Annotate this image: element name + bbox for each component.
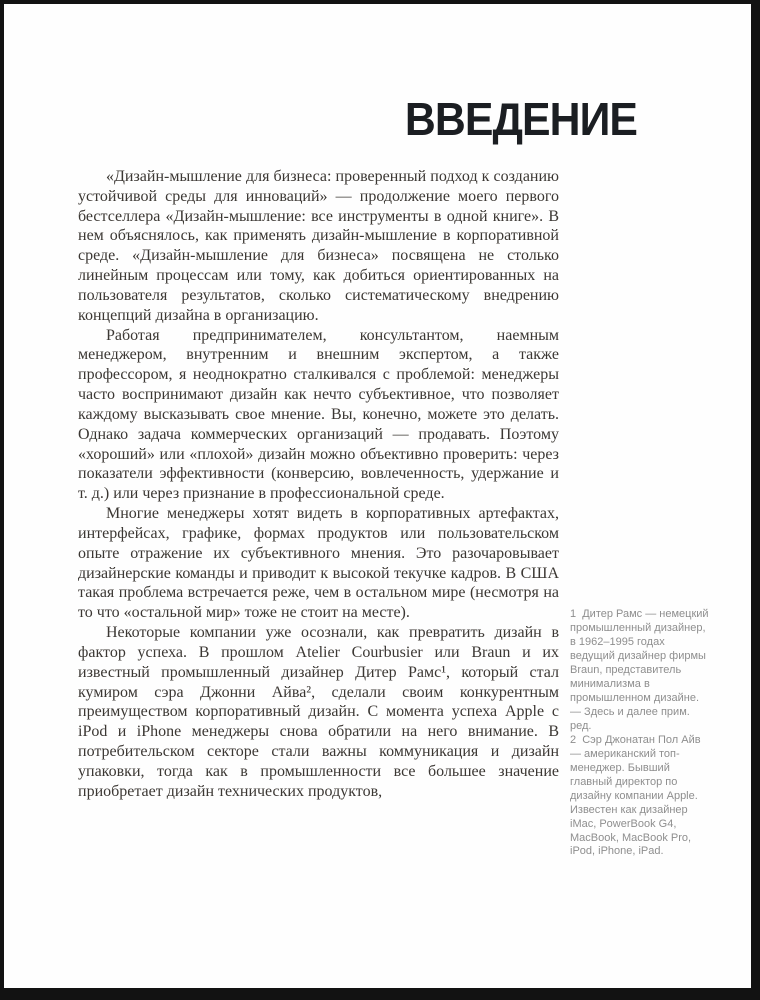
body-text-column	[78, 167, 559, 802]
body-paragraph-1: «Дизайн-мышление для бизнеса: проверенный подход к созданию устойчивой среды для инноваций» — продолжение моего первого бестселлера «Дизайн-мышление: все инструменты в одной книге». В нем объяснялось, как применять дизайн-мышление в корпоративной среде. «Дизайн-мышление для бизнеса» посвящена не столько линейным процессам или тому, как добиться ориентированных на пользователя результатов, сколько систематическому внедрению концепций дизайна в организацию.	[78, 168, 559, 324]
chapter-title: ВВЕДЕНИЕ	[404, 93, 637, 145]
body-paragraph-3: Многие менеджеры хотят видеть в корпоративных артефактах, интерфейсах, графике, формах продуктов или пользовательском опыте отражение их субъективного мнения. Это разочаровывает дизайнерские команды и приводит к высокой текучке кадров. В США такая проблема встречается реже, чем в остальном мире (несмотря на то что «остальной мир» тоже не стоит на месте).	[78, 505, 559, 622]
book-page	[4, 4, 751, 988]
footnote-2: 2 Сэр Джонатан Пол Айв — американский топ-менеджер. Бывший главный директор по дизайну компании Apple. Известен как дизайнер iMac, PowerBook G4, MacBook, MacBook Pro, iPod, iPhone, iPad.	[570, 733, 701, 858]
body-paragraph-2: Работая предпринимателем, консультантом, наемным менеджером, внутренним и внешним экспертом, а также профессором, я неоднократно сталкивался с проблемой: менеджеры часто воспринимают дизайн как нечто субъективное, что позволяет каждому высказывать свое мнение. Вы, конечно, можете это делать. Однако задача коммерческих организаций — продавать. Поэтому «хороший» или «плохой» дизайн можно объективно проверить: через показатели эффективности (конверсию, вовлеченность, удержание и т. д.) или через признание в профессиональной среде.	[78, 326, 559, 503]
body-paragraph-4: Некоторые компании уже осознали, как превратить дизайн в фактор успеха. В прошлом Atelier Courbusier или Braun и их известный промышленный дизайнер Дитер Рамс¹, который стал кумиром сэра Джонни Айва², сделали своим конкурентным преимуществом корпоративный дизайн. С момента успеха Apple с iPod и iPhone менеджеры снова обратили на него внимание. В потребительском секторе стали важны коммуникация и дизайн упаковки, тогда как в промышленности все большее значение приобретает дизайн технических продуктов,	[78, 624, 559, 800]
footnote-1: 1 Дитер Рамс — немецкий промышленный дизайнер, в 1962–1995 годах ведущий дизайнер фирмы Braun, представитель минимализма в промышленном дизайне. — Здесь и далее прим. ред.	[570, 608, 709, 732]
footnotes-sidebar	[570, 608, 710, 859]
